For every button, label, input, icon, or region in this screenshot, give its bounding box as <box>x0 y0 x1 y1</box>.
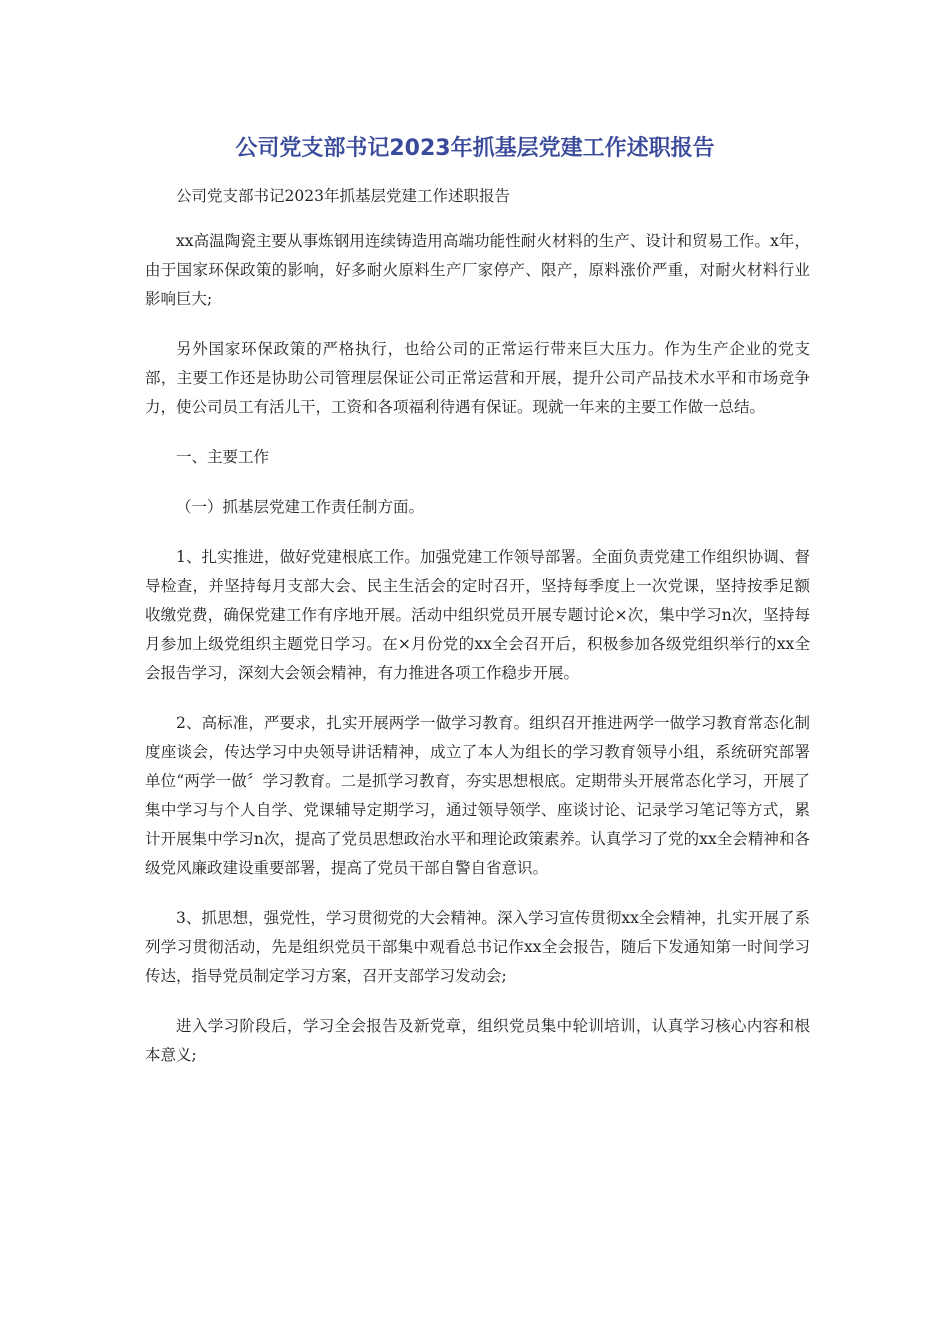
paragraph-subtitle: 公司党支部书记2023年抓基层党建工作述职报告 <box>176 187 510 205</box>
paragraph-pressure: 另外国家环保政策的严格执行，也给公司的正常运行带来巨大压力。作为生产企业的党支部，主要工作还是协助公司管理层保证公司正常运营和开展，提升公司产品技术水平和市场竞争力，使公司员工有活儿干，工资和各项福利待遇有保证。现就一年来的主要工作做一总结。 <box>145 340 810 416</box>
subsection-heading-responsibility: （一）抓基层党建工作责任制方面。 <box>176 498 425 516</box>
paragraph-study-stage: 进入学习阶段后，学习全会报告及新党章，组织党员集中轮训培训，认真学习核心内容和根本意义; <box>145 1017 810 1064</box>
document-body <box>145 182 810 1091</box>
paragraph-item-2: 2、高标准，严要求，扎实开展两学一做学习教育。组织召开推进两学一做学习教育常态化制度座谈会，传达学习中央领导讲话精神，成立了本人为组长的学习教育领导小组，系统研究部署单位“两学一做〞学习教育。二是抓学习教育，夯实思想根底。定期带头开展常态化学习，开展了集中学习与个人自学、党课辅导定期学习，通过领导领学、座谈讨论、记录学习笔记等方式，累计开展集中学习n次，提高了党员思想政治水平和理论政策素养。认真学习了党的xx全会精神和各级党风廉政建设重要部署，提高了党员干部自警自省意识。 <box>145 714 810 877</box>
document-title: 公司党支部书记2023年抓基层党建工作述职报告 <box>235 136 715 161</box>
section-heading-main-work: 一、主要工作 <box>176 448 270 466</box>
paragraph-item-1: 1、扎实推进，做好党建根底工作。加强党建工作领导部署。全面负责党建工作组织协调、督导检查，并坚持每月支部大会、民主生活会的定时召开，坚持每季度上一次党课，坚持按季足额收缴党费，确保党建工作有序地开展。活动中组织党员开展专题讨论×次，集中学习n次，坚持每月参加上级党组织主题党日学习。在×月份党的xx全会召开后，积极参加各级党组织举行的xx全会报告学习，深刻大会领会精神，有力推进各项工作稳步开展。 <box>145 548 810 682</box>
paragraph-item-3: 3、抓思想，强党性，学习贯彻党的大会精神。深入学习宣传贯彻xx全会精神，扎实开展了系列学习贯彻活动，先是组织党员干部集中观看总书记作xx全会报告，随后下发通知第一时间学习传达，指导党员制定学习方案，召开支部学习发动会; <box>145 909 810 985</box>
paragraph-intro: xx高温陶瓷主要从事炼钢用连续铸造用高端功能性耐火材料的生产、设计和贸易工作。x年，由于国家环保政策的影响，好多耐火原料生产厂家停产、限产，原料涨价严重，对耐火材料行业影响巨大; <box>145 232 810 308</box>
